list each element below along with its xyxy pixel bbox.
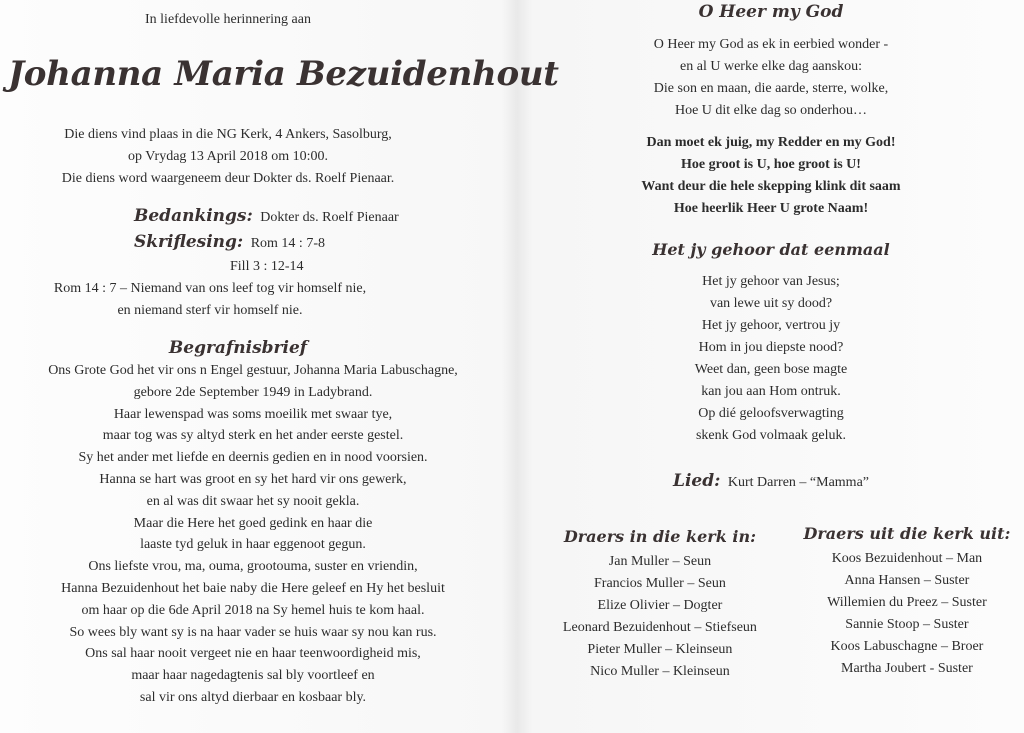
letter-line: Haar lewenspad was soms moeilik met swaar tye, <box>113 406 393 422</box>
bearer-in: Nico Muller – Kleinseun <box>590 664 730 679</box>
letter-line: Hanna Bezuidenhout het baie naby die Here geleef en Hy het besluit <box>61 580 445 596</box>
bearer-in: Francios Muller – Seun <box>594 576 726 591</box>
service-line: Die diens vind plaas in die NG Kerk, 4 Ankers, Sasolburg, <box>64 127 392 142</box>
hymn-line: O Heer my God as ek in eerbied wonder - <box>653 37 889 52</box>
poem-line: skenk God volmaak geluk. <box>695 428 847 443</box>
quote-line: Rom 14 : 7 – Niemand van ons leef tog vir homself nie, <box>53 281 367 296</box>
hymn-chorus <box>528 132 1014 220</box>
scripture-reading-2: Fill 3 : 12-14 <box>230 259 304 274</box>
service-line: op Vrydag 13 April 2018 om 10:00. <box>128 149 328 164</box>
letter-line: Ons Grote God het vir ons n Engel gestuur, Johanna Maria Labuschagne, <box>48 363 458 378</box>
intro-line: In liefdevolle herinnering aan <box>145 12 311 27</box>
chorus-line: Want deur die hele skepping klink dit saam <box>641 179 901 194</box>
service-line: Die diens word waargeneem deur Dokter ds. Roelf Pienaar. <box>61 171 395 186</box>
letter-line: gebore 2de September 1949 in Ladybrand. <box>133 384 373 400</box>
letter-line: maar tog was sy altyd sterk en het ander eerste gestel. <box>102 428 404 444</box>
bearer-out: Koos Bezuidenhout – Man <box>831 551 983 566</box>
poem-line: Het jy gehoor van Jesus; <box>702 274 840 289</box>
chorus-line: Hoe heerlik Heer U grote Naam! <box>673 201 869 216</box>
letter-line: om haar op die 6de April 2018 na Sy hemel huis te kom haal. <box>81 602 425 618</box>
letter-line: en al was dit swaar het sy nooit gekla. <box>146 493 360 509</box>
right-page <box>510 0 1024 733</box>
poem-line: Het jy gehoor, vertrou jy <box>701 318 841 333</box>
chorus-line: Hoe groot is U, hoe groot is U! <box>681 157 861 172</box>
bearers-out-title: Draers uit die kerk uit: <box>803 524 1011 543</box>
bearer-out: Sannie Stoop – Suster <box>845 617 969 632</box>
letter-line: Ons sal haar nooit vergeet nie en haar teenwoordigheid mis, <box>85 646 421 662</box>
poem-verse <box>528 271 1014 447</box>
bearers-in-column <box>536 525 784 683</box>
bearers-in-title: Draers in die kerk in: <box>563 527 756 546</box>
song-row <box>528 471 1014 491</box>
pallbearers <box>528 525 1014 683</box>
letter-line: laaste tyd geluk in haar eggenoot gegun. <box>140 537 366 553</box>
song-value: Kurt Darren – “Mamma” <box>727 475 869 490</box>
bearer-in: Elize Olivier – Dogter <box>597 598 723 613</box>
bearer-out: Koos Labuschagne – Broer <box>830 639 984 654</box>
letter-line: Hanna se hart was groot en sy het hard vir ons gewerk, <box>99 471 407 487</box>
letter-title: Begrafnisbrief <box>168 338 308 358</box>
scripture-reading-1: Rom 14 : 7-8 <box>250 236 325 251</box>
bearer-in: Pieter Muller – Kleinseun <box>587 642 733 657</box>
thanks-value: Dokter ds. Roelf Pienaar <box>260 210 399 225</box>
letter-line: Sy het ander met liefde en deernis gedien en in nood voorsien. <box>78 450 428 466</box>
poem-line: Weet dan, geen bose magte <box>694 362 848 377</box>
letter-line: So wees bly want sy is na haar vader se huis waar sy nou kan rus. <box>69 624 437 640</box>
poem-line: van lewe uit sy dood? <box>709 296 833 311</box>
song-label: Lied: <box>673 471 721 491</box>
poem-line: Op dié geloofsverwagting <box>698 406 844 421</box>
poem-title: Het jy gehoor dat eenmaal <box>652 240 890 259</box>
scripture-row <box>134 230 496 256</box>
bearer-out: Willemien du Preez – Suster <box>827 595 987 610</box>
hymn-line: Die son en maan, die aarde, sterre, wolke, <box>653 81 889 96</box>
hymn-line: Hoe U dit elke dag so onderhou… <box>674 103 868 118</box>
letter-line: Ons liefste vrou, ma, ouma, grootouma, suster en vriendin, <box>88 559 418 575</box>
bearer-out: Anna Hansen – Suster <box>844 573 970 588</box>
poem-line: Hom in jou diepste nood? <box>698 340 844 355</box>
hymn-verse <box>528 34 1014 122</box>
thanks-row <box>134 204 496 230</box>
letter-line: maar haar nagedagtenis sal bly voortleef en <box>131 668 375 684</box>
hymn-title: O Heer my God <box>698 2 844 22</box>
bearer-in: Jan Muller – Seun <box>608 554 712 569</box>
bearers-out-column <box>800 522 1014 683</box>
scripture-label: Skriflesing: <box>134 232 244 252</box>
scripture-quote <box>10 278 410 322</box>
bearer-in: Leonard Bezuidenhout – Stiefseun <box>562 620 757 635</box>
service-details <box>8 124 448 190</box>
bearer-out: Martha Joubert - Suster <box>841 661 973 676</box>
letter-line: sal vir ons altyd dierbaar en kosbaar bly. <box>139 689 367 705</box>
hymn-line: en al U werke elke dag aanskou: <box>680 59 862 74</box>
thanks-label: Bedankings: <box>134 206 253 226</box>
deceased-name: Johanna Maria Bezuidenhout <box>8 54 559 94</box>
poem-line: kan jou aan Hom ontruk. <box>701 384 841 399</box>
quote-line: en niemand sterf vir homself nie. <box>117 303 303 318</box>
letter-line: Maar die Here het goed gedink en haar die <box>133 515 373 531</box>
funeral-letter <box>8 360 498 709</box>
chorus-line: Dan moet ek juig, my Redder en my God! <box>646 135 896 150</box>
